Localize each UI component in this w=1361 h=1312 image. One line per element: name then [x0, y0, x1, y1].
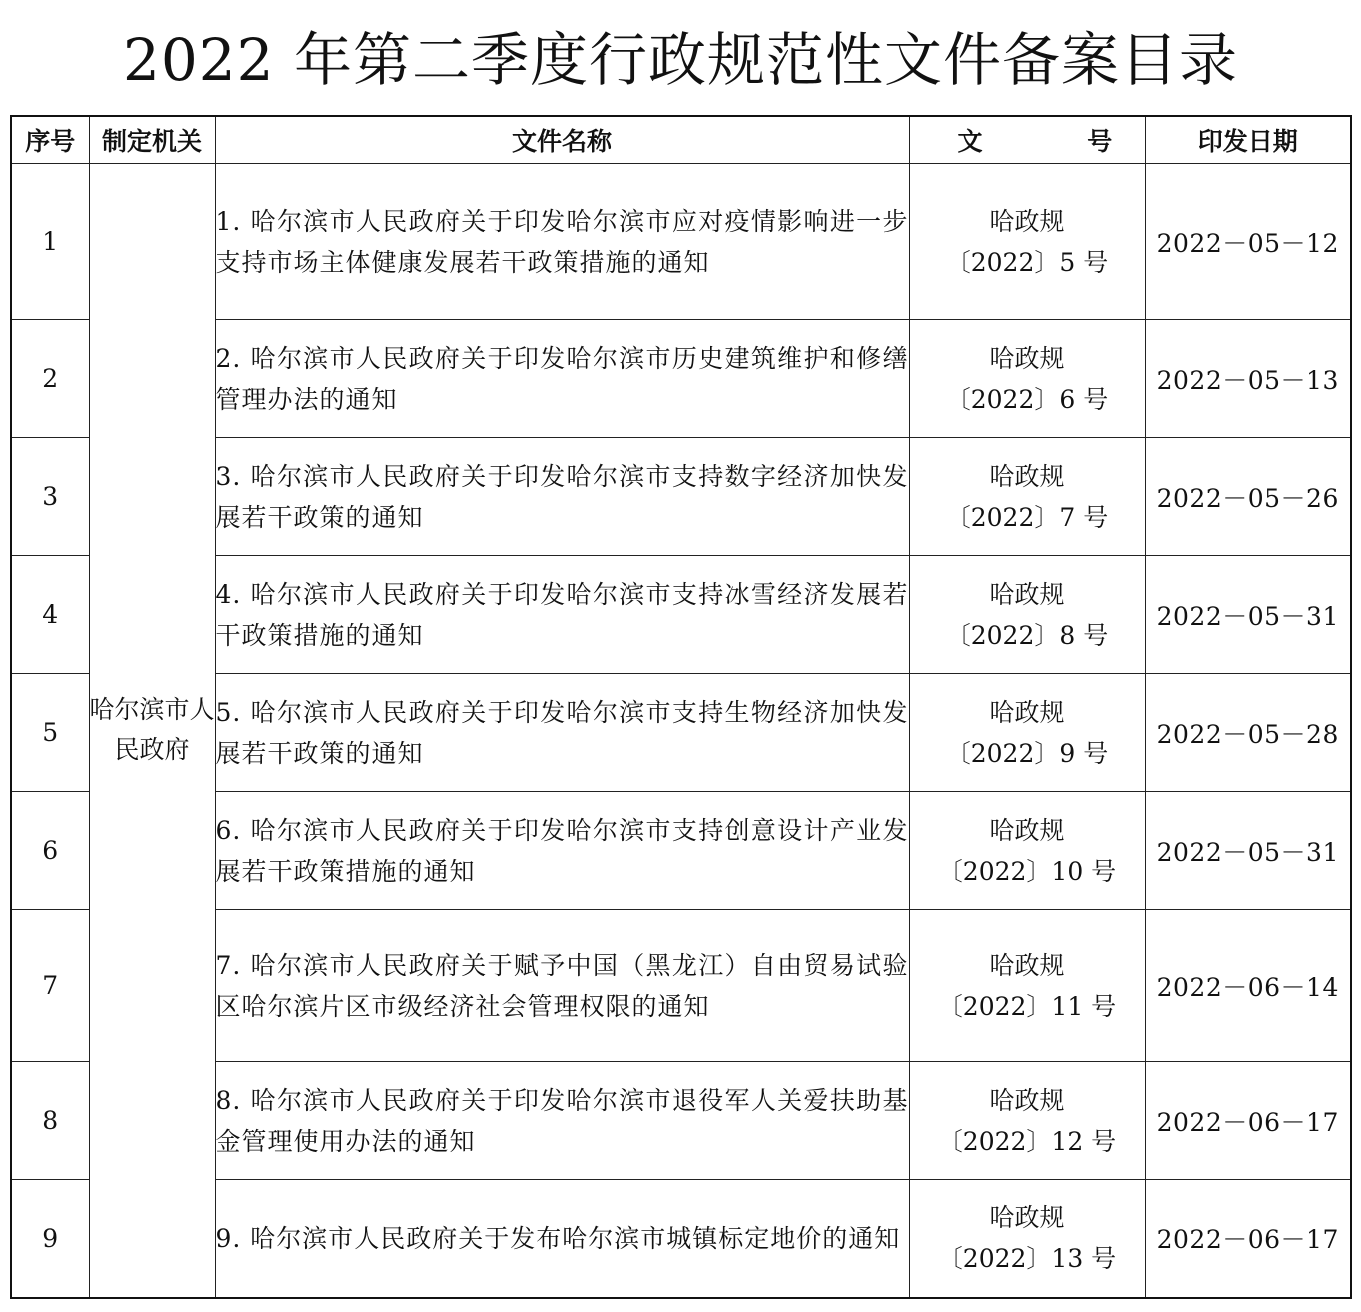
row-document-name: 5. 哈尔滨市人民政府关于印发哈尔滨市支持生物经济加快发展若干政策的通知 [215, 674, 909, 792]
row-doc-no [909, 164, 1145, 320]
row-seq: 4 [11, 556, 89, 674]
row-doc-no [909, 674, 1145, 792]
row-document-name: 4. 哈尔滨市人民政府关于印发哈尔滨市支持冰雪经济发展若干政策措施的通知 [215, 556, 909, 674]
doc-number: 〔2022〕6 号 [945, 384, 1109, 414]
row-seq: 5 [11, 674, 89, 792]
issuing-agency: 哈尔滨市人民政府 [89, 164, 215, 1298]
doc-number: 〔2022〕13 号 [937, 1244, 1117, 1274]
row-doc-no [909, 1062, 1145, 1180]
row-doc-no [909, 910, 1145, 1062]
row-doc-no [909, 792, 1145, 910]
header-doc-no: 文 号 [909, 116, 1145, 164]
row-document-name: 7. 哈尔滨市人民政府关于赋予中国（黑龙江）自由贸易试验区哈尔滨片区市级经济社会管理权限的通知 [215, 910, 909, 1062]
row-date: 2022－05－26 [1145, 438, 1351, 556]
doc-prefix: 哈政规 [989, 343, 1065, 373]
row-date: 2022－06－14 [1145, 910, 1351, 1062]
doc-number: 〔2022〕11 号 [937, 991, 1117, 1021]
row-date: 2022－05－28 [1145, 674, 1351, 792]
doc-prefix: 哈政规 [989, 1203, 1065, 1233]
row-seq: 8 [11, 1062, 89, 1180]
doc-number: 〔2022〕5 号 [945, 247, 1109, 277]
row-document-name: 8. 哈尔滨市人民政府关于印发哈尔滨市退役军人关爱扶助基金管理使用办法的通知 [215, 1062, 909, 1180]
doc-number: 〔2022〕7 号 [945, 502, 1109, 532]
page-title: 2022 年第二季度行政规范性文件备案目录 [122, 26, 1239, 94]
row-date: 2022－05－12 [1145, 164, 1351, 320]
row-date: 2022－05－13 [1145, 320, 1351, 438]
row-seq: 2 [11, 320, 89, 438]
doc-prefix: 哈政规 [989, 1085, 1065, 1115]
row-doc-no [909, 438, 1145, 556]
row-date: 2022－05－31 [1145, 792, 1351, 910]
row-date: 2022－06－17 [1145, 1062, 1351, 1180]
doc-number: 〔2022〕12 号 [937, 1126, 1117, 1156]
row-seq: 6 [11, 792, 89, 910]
doc-prefix: 哈政规 [989, 950, 1065, 980]
row-seq: 3 [11, 438, 89, 556]
row-date: 2022－05－31 [1145, 556, 1351, 674]
row-seq: 9 [11, 1180, 89, 1298]
row-doc-no [909, 320, 1145, 438]
table-header-row [11, 116, 1351, 164]
row-document-name: 1. 哈尔滨市人民政府关于印发哈尔滨市应对疫情影响进一步支持市场主体健康发展若干政策措施的通知 [215, 164, 909, 320]
doc-prefix: 哈政规 [989, 815, 1065, 845]
row-seq: 7 [11, 910, 89, 1062]
doc-prefix: 哈政规 [989, 461, 1065, 491]
doc-prefix: 哈政规 [989, 206, 1065, 236]
doc-prefix: 哈政规 [989, 697, 1065, 727]
header-seq: 序号 [11, 116, 89, 164]
row-document-name: 3. 哈尔滨市人民政府关于印发哈尔滨市支持数字经济加快发展若干政策的通知 [215, 438, 909, 556]
doc-number: 〔2022〕9 号 [945, 738, 1109, 768]
doc-number: 〔2022〕8 号 [945, 620, 1109, 650]
row-date: 2022－06－17 [1145, 1180, 1351, 1298]
filing-catalog-table [10, 115, 1352, 1299]
row-document-name: 6. 哈尔滨市人民政府关于印发哈尔滨市支持创意设计产业发展若干政策措施的通知 [215, 792, 909, 910]
row-document-name: 2. 哈尔滨市人民政府关于印发哈尔滨市历史建筑维护和修缮管理办法的通知 [215, 320, 909, 438]
header-name: 文件名称 [215, 116, 909, 164]
doc-prefix: 哈政规 [989, 579, 1065, 609]
header-date: 印发日期 [1145, 116, 1351, 164]
row-doc-no [909, 556, 1145, 674]
row-document-name: 9. 哈尔滨市人民政府关于发布哈尔滨市城镇标定地价的通知 [215, 1180, 909, 1298]
doc-number: 〔2022〕10 号 [937, 856, 1117, 886]
row-doc-no [909, 1180, 1145, 1298]
row-seq: 1 [11, 164, 89, 320]
header-agency: 制定机关 [89, 116, 215, 164]
table-row [11, 164, 1351, 320]
